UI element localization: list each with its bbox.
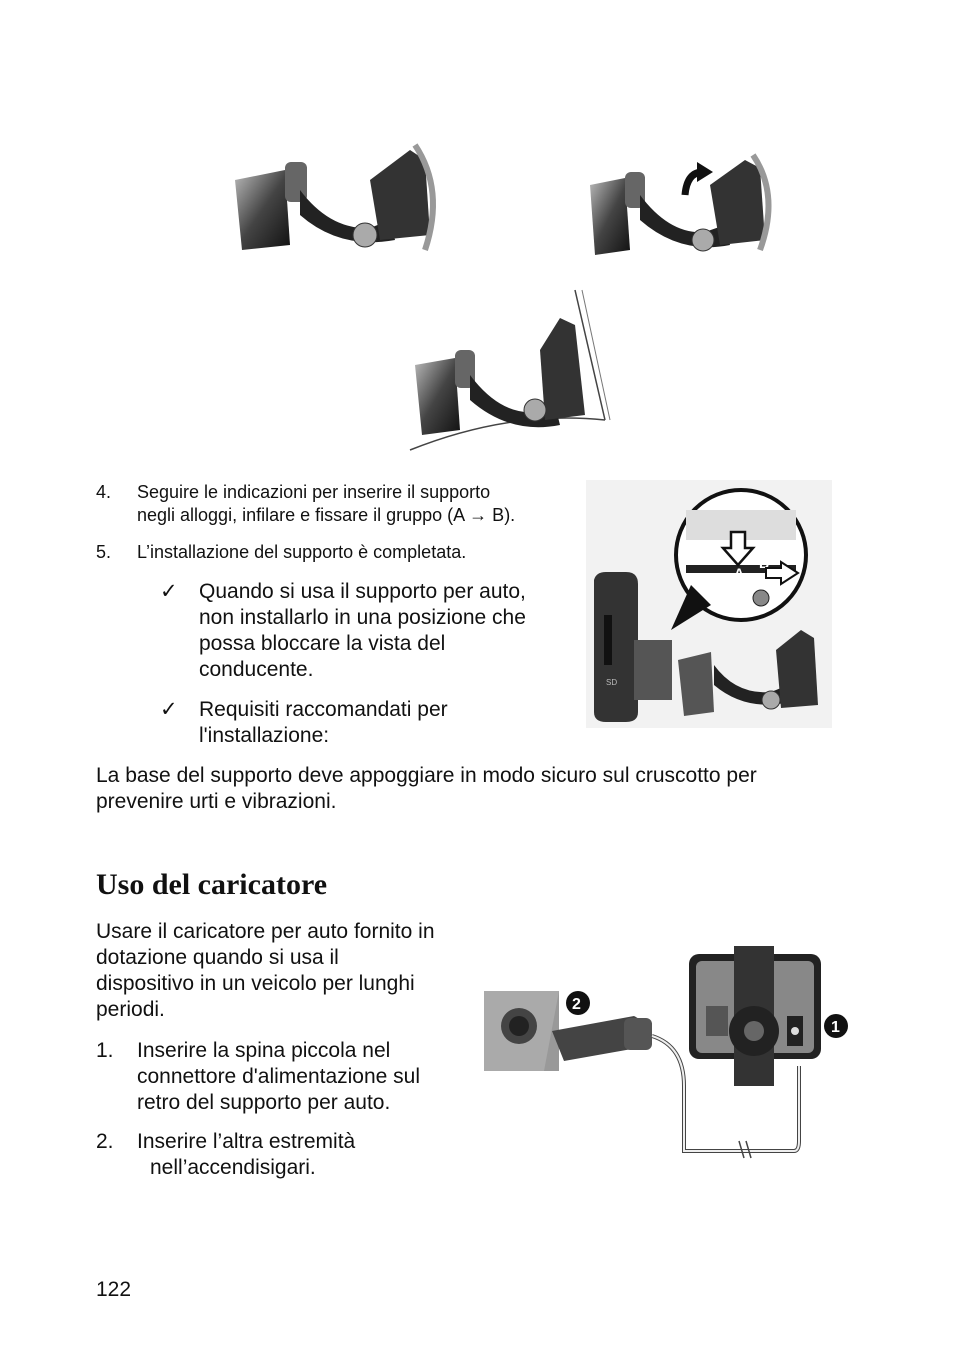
note-2 [160,697,580,753]
step-4 [96,481,576,529]
charger-intro [96,919,476,1025]
sd-label: SD [606,678,618,687]
step-text-line: connettore d'alimentazione sul [137,1065,421,1088]
paragraph-line: La base del supporto deve appoggiare in modo sicuro sul cruscotto per [96,764,757,787]
note-1 [160,579,580,689]
paragraph-line: dotazione quando si usa il [96,946,339,969]
step-text-line: retro del supporto per auto. [137,1091,391,1114]
step-text-line: nell’accendisigari. [150,1156,316,1179]
check-icon: ✓ [160,580,178,603]
step-text-line: Seguire le indicazioni per inserire il supporto [137,482,491,502]
note-line: l'installazione: [199,724,330,747]
charger-figure [484,946,854,1158]
step-5 [96,541,576,565]
step-number: 2. [96,1130,114,1153]
note-line: conducente. [199,658,314,681]
check-icon: ✓ [160,698,178,721]
charger-step-2 [96,1129,476,1183]
paragraph-line: Usare il caricatore per auto fornito in [96,920,435,943]
device-mount-figure [586,480,832,728]
section-title: Uso del caricatore [96,868,328,901]
charger-step-1 [96,1038,476,1118]
note-line: Requisiti raccomandati per [199,698,448,721]
note-line: non installarlo in una posizione che [199,606,526,629]
paragraph-line: prevenire urti e vibrazioni. [96,790,337,813]
step-number: 1. [96,1039,114,1062]
step-text-line: Inserire la spina piccola nel [137,1039,391,1062]
callout-2: 2 [572,996,581,1013]
note-line: Quando si usa il supporto per auto, [199,580,526,603]
paragraph-line: periodi. [96,998,165,1021]
suction-mount-rotate-icon [590,155,769,255]
base-paragraph [96,763,856,817]
page-number: 122 [96,1278,132,1301]
step-text-line: negli alloggi, infilare e fissare il gruppo (A → B). [137,505,516,525]
step-number: 5. [96,542,112,562]
suction-mount-icon [235,145,433,250]
label-b: B [759,555,770,571]
paragraph-line: dispositivo in un veicolo per lunghi [96,972,415,995]
note-line: possa bloccare la vista del [199,632,446,655]
step-text-line: L’installazione del supporto è completata. [137,542,467,562]
step-number: 4. [96,482,112,502]
label-a: A [734,565,745,581]
suction-mount-windshield-icon [410,290,610,450]
step-text-line: Inserire l’altra estremità [137,1130,356,1153]
callout-1: 1 [831,1019,840,1036]
